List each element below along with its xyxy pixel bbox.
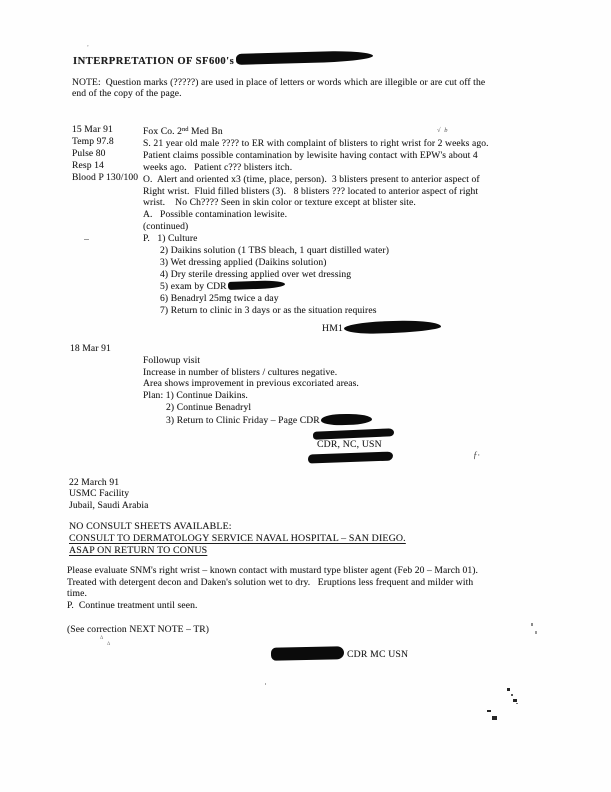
scan-speck xyxy=(511,694,513,696)
evaluation-line: P. Continue treatment until seen. xyxy=(67,599,198,611)
scan-speck xyxy=(513,699,517,702)
visit3-date: 22 March 91 xyxy=(69,477,120,488)
consult-line-underlined: ASAP ON RETURN TO CONUS xyxy=(69,544,208,556)
vital-temp: Temp 97.8 xyxy=(72,135,114,147)
handwritten-wrist-mark: √ b xyxy=(437,127,449,134)
redaction-bar-exam-name xyxy=(228,280,285,290)
visit2-line: Plan: 1) Continue Daikins. xyxy=(143,390,248,402)
consult-line-underlined: CONSULT TO DERMATOLOGY SERVICE NAVAL HOSPITAL – SAN DIEGO. xyxy=(69,532,406,544)
visit3-facility: USMC Facility xyxy=(69,488,130,500)
scan-speck xyxy=(487,710,491,712)
unit-text-2: Med Bn xyxy=(188,126,223,137)
visit1-line: P. 1) Culture xyxy=(143,233,198,245)
correction-note: (See correction NEXT NOTE – TR) xyxy=(67,624,210,635)
note-line-1: NOTE: Question marks (?????) are used in place of letters or words which are illegible or are cut off the xyxy=(72,77,486,88)
plan-item: 2) Daikins solution (1 TBS bleach, 1 quart distilled water) xyxy=(160,245,390,257)
plan-item: 2) Continue Benadryl xyxy=(166,401,252,413)
scan-speck xyxy=(535,631,537,634)
final-signature-rank: CDR MC USN xyxy=(347,649,409,660)
visit2-date: 18 Mar 91 xyxy=(70,343,111,354)
visit1-line: wrist. No Ch???? Seen in skin color or texture except at blister site. xyxy=(143,197,416,209)
handwritten-caret: Δ xyxy=(107,642,111,647)
hm1-rank: HM1 xyxy=(322,323,344,334)
scan-speck xyxy=(84,239,89,240)
vital-resp: Resp 14 xyxy=(72,159,104,171)
redaction-signature-mc xyxy=(271,646,344,661)
redaction-signature-bottom xyxy=(308,452,393,464)
scan-artifact-comma: , xyxy=(87,40,89,48)
consult-line: NO CONSULT SHEETS AVAILABLE: xyxy=(69,521,232,532)
visit3-location-block xyxy=(69,477,149,511)
visit2-signature-block xyxy=(308,430,394,462)
scan-speck xyxy=(516,703,518,704)
vital-bloodpressure: Blood P 130/100 xyxy=(72,171,139,183)
unit-ordinal: nd xyxy=(182,126,189,133)
visit3-city: Jubail, Saudi Arabia xyxy=(69,499,149,511)
redaction-bar-title xyxy=(236,50,373,65)
visit2-line: Followup visit xyxy=(143,355,201,366)
visit1-line: O. Alert and oriented x3 (time, place, person). 3 blisters present to anterior aspect of xyxy=(143,173,480,185)
visit2-signature-rank: CDR, NC, USN xyxy=(317,439,382,450)
plan-item: 4) Dry sterile dressing applied over wet dressing xyxy=(160,268,352,280)
note-paragraph xyxy=(72,77,485,100)
evaluation-paragraph xyxy=(67,565,478,611)
redaction-signature-hm1 xyxy=(344,319,441,335)
scan-speck xyxy=(265,683,266,685)
visit1-body xyxy=(143,124,489,317)
visit2-body xyxy=(143,355,372,426)
visit1-line: weeks ago. Patient c??? blisters itch. xyxy=(143,161,293,173)
unit-text: Fox Co. 2 xyxy=(143,126,183,137)
document-header xyxy=(73,51,373,69)
visit1-vitals-column xyxy=(72,124,138,184)
note-line-2: end of the copy of the page. xyxy=(72,88,182,100)
plan-item: 6) Benadryl 25mg twice a day xyxy=(160,292,279,304)
plan-item-page-cdr xyxy=(166,414,372,427)
evaluation-line: Treated with detergent decon and Daken's solution wet to dry. Eruptions less frequent and milder with xyxy=(67,576,474,588)
scan-speck xyxy=(531,623,533,626)
handwritten-caret: Δ xyxy=(100,636,104,641)
exam-text: 5) exam by CDR xyxy=(160,280,227,292)
redaction-bar-page-name xyxy=(321,413,372,425)
consult-block xyxy=(69,521,406,557)
visit1-line: Right wrist. Fluid filled blisters (3). 8 blisters ??? located to anterior aspect of right xyxy=(143,185,479,197)
page-cdr-text: 3) Return to Clinic Friday – Page CDR xyxy=(166,414,320,426)
plan-item: 7) Return to clinic in 3 days or as the situation requires xyxy=(160,304,377,316)
visit2-line: Increase in number of blisters / cultures negative. xyxy=(143,366,338,378)
visit1-line: (continued) xyxy=(143,221,189,233)
plan-item-exam xyxy=(160,281,489,293)
handwritten-script-mark: ƒ· xyxy=(473,450,480,460)
vital-pulse: Pulse 80 xyxy=(72,147,106,159)
evaluation-line: time. xyxy=(67,588,87,600)
visit1-line: A. Possible contamination lewisite. xyxy=(143,209,288,221)
scan-speck xyxy=(492,716,497,720)
plan-item: 3) Wet dressing applied (Daikins solution) xyxy=(160,256,327,268)
page-title: INTERPRETATION OF SF600's xyxy=(73,56,235,67)
scan-speck xyxy=(507,688,510,691)
visit1-line: Patient claims possible contamination by lewisite having contact with EPW's about 4 xyxy=(143,149,478,161)
visit2-line: Area shows improvement in previous excoriated areas. xyxy=(143,378,359,390)
hm1-signature-line xyxy=(322,318,441,336)
visit1-date: 15 Mar 91 xyxy=(72,124,113,135)
visit1-line: S. 21 year old male ???? to ER with complaint of blisters to right wrist for 2 weeks ago. xyxy=(143,137,489,149)
final-signature-line xyxy=(271,644,408,662)
evaluation-line: Please evaluate SNM's right wrist – known contact with mustard type blister agent (Feb 20 – March 01). xyxy=(67,565,479,576)
